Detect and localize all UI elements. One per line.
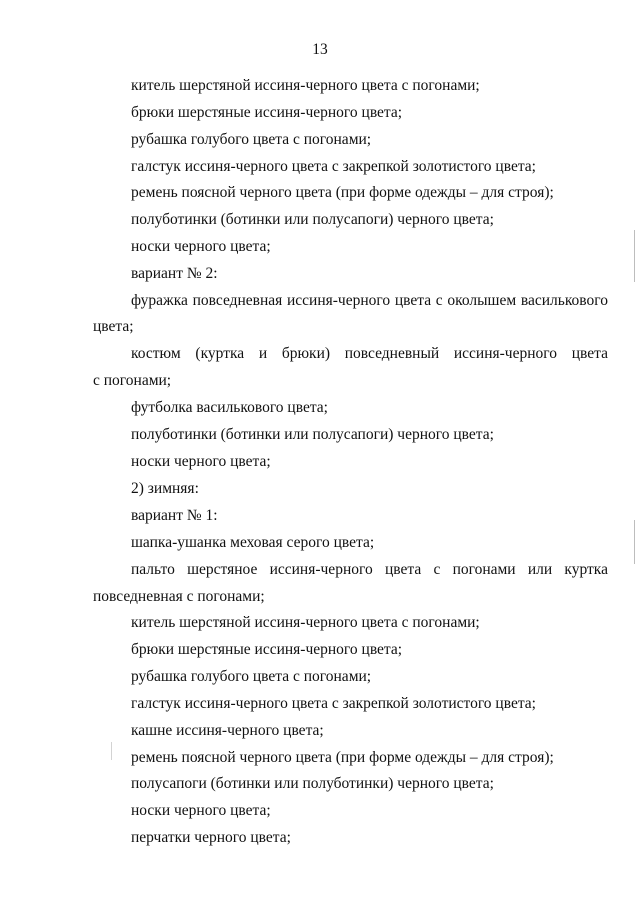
text-line: вариант № 1: <box>131 507 218 524</box>
text-line: футболка василькового цвета; <box>131 399 328 416</box>
paragraph-line-first <box>131 560 608 579</box>
word: повседневная <box>192 292 283 309</box>
text-line: с погонами; <box>93 372 172 389</box>
text-line: полуботинки (ботинки или полусапоги) черного цвета; <box>131 426 494 443</box>
text-line: китель шерстяной иссиня-черного цвета с погонами; <box>131 614 480 631</box>
text-line: ремень поясной черного цвета (при форме одежды – для строя); <box>131 749 554 766</box>
word: погонами <box>452 561 516 578</box>
text-line: цвета; <box>93 318 134 335</box>
text-line: брюки шерстяные иссиня-черного цвета; <box>131 104 403 121</box>
word: куртка <box>564 561 608 578</box>
word: с <box>435 292 443 309</box>
text-line: носки черного цвета; <box>131 238 271 255</box>
word: костюм <box>131 345 181 362</box>
word: или <box>527 561 553 578</box>
word: иссиня-черного <box>269 561 373 578</box>
text-line: носки черного цвета; <box>131 802 271 819</box>
text-line: галстук иссиня-черного цвета с закрепкой золотистого цвета; <box>131 158 536 175</box>
paragraph-line-first <box>131 344 608 363</box>
word: иссиня-черного <box>287 292 391 309</box>
text-line: ремень поясной черного цвета (при форме одежды – для строя); <box>131 184 554 201</box>
text-line: галстук иссиня-черного цвета с закрепкой золотистого цвета; <box>131 695 536 712</box>
scan-edge-mark <box>111 742 112 760</box>
text-line: вариант № 2: <box>131 265 218 282</box>
scan-edge-mark <box>634 520 635 564</box>
word: цвета <box>384 561 422 578</box>
text-line: брюки шерстяные иссиня-черного цвета; <box>131 641 403 658</box>
word: василькового <box>520 292 608 309</box>
word: повседневный <box>344 345 440 362</box>
word: (куртка <box>195 345 245 362</box>
word: иссиня-черного <box>453 345 557 362</box>
text-line: перчатки черного цвета; <box>131 829 291 846</box>
text-line: рубашка голубого цвета с погонами; <box>131 131 372 148</box>
word: фуражка <box>131 292 188 309</box>
text-line: китель шерстяной иссиня-черного цвета с погонами; <box>131 77 480 94</box>
text-line: повседневная с погонами; <box>93 588 265 605</box>
word: цвета <box>394 292 432 309</box>
text-line: полусапоги (ботинки или полуботинки) черного цвета; <box>131 775 494 792</box>
paragraph-line-first <box>131 291 608 310</box>
word: цвета <box>571 345 608 362</box>
word: брюки) <box>281 345 331 362</box>
word: пальто <box>131 561 175 578</box>
scan-edge-mark <box>634 230 635 282</box>
word: с <box>433 561 441 578</box>
text-line: шапка-ушанка меховая серого цвета; <box>131 534 375 551</box>
word: околышем <box>447 292 517 309</box>
text-line: носки черного цвета; <box>131 453 271 470</box>
text-line: рубашка голубого цвета с погонами; <box>131 668 372 685</box>
word: шерстяное <box>187 561 258 578</box>
page-number: 13 <box>312 41 328 58</box>
text-line: кашне иссиня-черного цвета; <box>131 722 324 739</box>
text-line: 2) зимняя: <box>131 480 199 497</box>
text-line: полуботинки (ботинки или полусапоги) черного цвета; <box>131 211 494 228</box>
word: и <box>258 345 268 362</box>
